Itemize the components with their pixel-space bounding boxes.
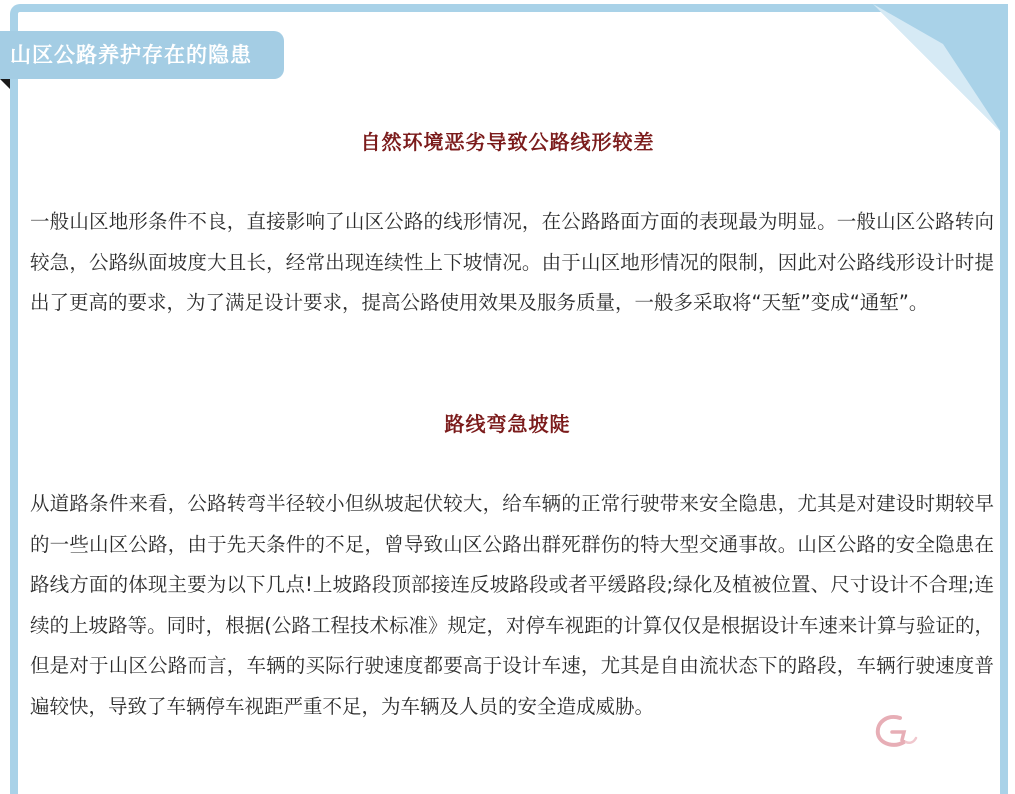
section-title-tab: 山区公路养护存在的隐患: [0, 31, 284, 79]
tab-fold-shadow: [0, 79, 10, 89]
section-heading-2: 路线弯急坡陡: [444, 412, 571, 436]
logo-watermark-icon: [870, 712, 918, 752]
page-fold-icon: [873, 4, 1008, 139]
section-heading-1: 自然环境恶劣导致公路线形较差: [360, 130, 655, 154]
section-body-2: 从道路条件来看，公路转弯半径较小但纵坡起伏较大，给车辆的正常行驶带来安全隐患，尤其是对建设时期较早的一些山区公路，由于先天条件的不足，曾导致山区公路出群死群伤的特大型交通事故。山区公路的安全隐患在路线方面的体现主要为以下几点!上坡路段顶部接连反坡路段或者平缓路段;绿化及植被位置、尺寸设计不合理;连续的上坡路等。同时，根据(公路工程技术标准》规定，对停车视距的计算仅仅是根据设计车速来计算与验证的，但是对于山区公路而言，车辆的买际行驶速度都要高于设计车速，尤其是自由流状态下的路段，车辆行驶速度普遍较快，导致了车辆停车视距严重不足，为车辆及人员的安全造成威胁。: [30, 492, 994, 718]
section-body-1: 一般山区地形条件不良，直接影响了山区公路的线形情况，在公路路面方面的表现最为明显。一般山区公路转向较急，公路纵面坡度大且长，经常出现连续性上下坡情况。由于山区地形情况的限制，因此对公路线形设计时提出了更高的要求，为了满足设计要求，提高公路使用效果及服务质量，一般多采取将“天堑”变成“通堑”。: [30, 210, 994, 314]
